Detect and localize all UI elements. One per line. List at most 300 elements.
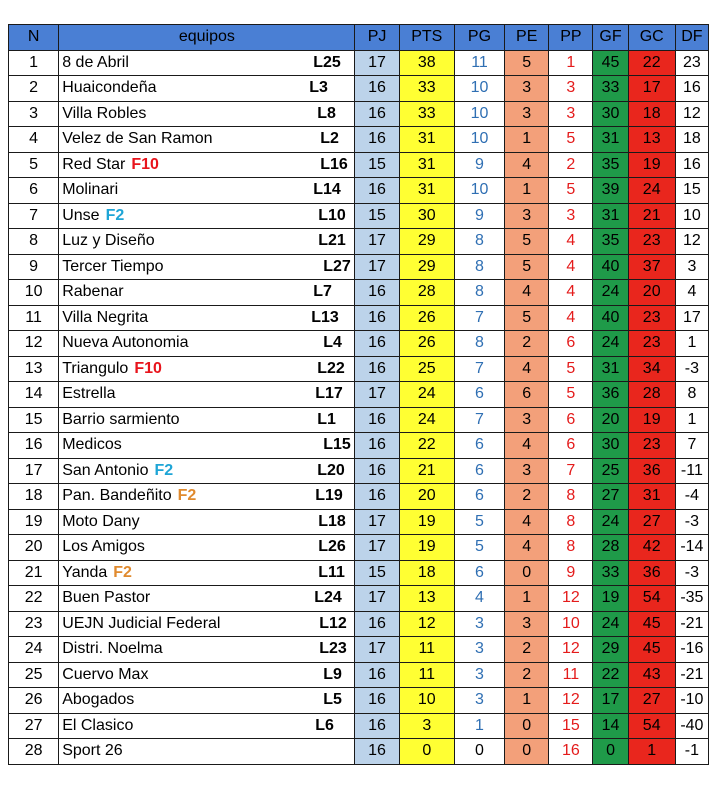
team-code: L6 xyxy=(315,716,334,734)
gc-cell: 37 xyxy=(628,254,675,280)
pj-cell: 16 xyxy=(355,127,399,153)
pe-cell: 5 xyxy=(505,50,549,76)
df-cell: 18 xyxy=(675,127,708,153)
team-code: L13 xyxy=(311,308,339,326)
pg-cell: 0 xyxy=(454,739,504,765)
table-row xyxy=(9,458,709,484)
gf-cell: 45 xyxy=(593,50,628,76)
df-cell: 1 xyxy=(675,331,708,357)
pts-cell: 24 xyxy=(399,382,454,408)
pts-cell: 25 xyxy=(399,356,454,382)
position-cell: 13 xyxy=(9,356,59,382)
pp-cell: 7 xyxy=(549,458,593,484)
pts-cell: 33 xyxy=(399,101,454,127)
pj-cell: 17 xyxy=(355,254,399,280)
gf-cell: 22 xyxy=(593,662,628,688)
position-cell: 20 xyxy=(9,535,59,561)
position-cell: 25 xyxy=(9,662,59,688)
gc-cell: 23 xyxy=(628,433,675,459)
team-name: 8 de Abril xyxy=(62,53,129,71)
team-code: L21 xyxy=(318,232,346,249)
team-name: Sport 26 xyxy=(62,742,123,760)
table-row xyxy=(9,152,709,178)
pe-cell: 1 xyxy=(505,586,549,612)
pts-cell: 26 xyxy=(399,331,454,357)
position-cell: 22 xyxy=(9,586,59,612)
pg-cell: 10 xyxy=(454,127,504,153)
table-row xyxy=(9,407,709,433)
team-cell xyxy=(59,254,355,280)
gc-cell: 23 xyxy=(628,305,675,331)
df-cell: 4 xyxy=(675,280,708,306)
pg-cell: 6 xyxy=(454,458,504,484)
pe-cell: 3 xyxy=(505,458,549,484)
gc-cell: 27 xyxy=(628,509,675,535)
pe-cell: 0 xyxy=(505,739,549,765)
pp-cell: 5 xyxy=(549,178,593,204)
team-code: L1 xyxy=(317,410,336,428)
gc-cell: 22 xyxy=(628,50,675,76)
pe-cell: 2 xyxy=(505,331,549,357)
pts-cell: 28 xyxy=(399,280,454,306)
pg-cell: 10 xyxy=(454,178,504,204)
position-cell: 18 xyxy=(9,484,59,510)
gf-cell: 0 xyxy=(593,739,628,765)
pp-cell: 12 xyxy=(549,637,593,663)
pp-cell: 16 xyxy=(549,739,593,765)
pj-cell: 16 xyxy=(355,739,399,765)
team-name: Triangulo xyxy=(62,359,129,377)
pg-cell: 1 xyxy=(454,713,504,739)
df-cell: -10 xyxy=(675,688,708,714)
df-cell: -16 xyxy=(675,637,708,663)
table-row xyxy=(9,50,709,76)
team-name: Buen Pastor xyxy=(62,589,151,607)
position-cell: 28 xyxy=(9,739,59,765)
pg-cell: 8 xyxy=(454,254,504,280)
header-row xyxy=(9,25,709,51)
gc-cell: 27 xyxy=(628,688,675,714)
pj-cell: 16 xyxy=(355,280,399,306)
position-cell: 10 xyxy=(9,280,59,306)
header-gc: GC xyxy=(628,25,675,51)
team-name: Rabenar xyxy=(62,283,124,301)
pj-cell: 17 xyxy=(355,229,399,255)
gc-cell: 23 xyxy=(628,229,675,255)
team-cell xyxy=(59,280,355,306)
df-cell: 12 xyxy=(675,101,708,127)
gf-cell: 25 xyxy=(593,458,628,484)
gc-cell: 18 xyxy=(628,101,675,127)
pp-cell: 6 xyxy=(549,331,593,357)
table-row xyxy=(9,280,709,306)
team-cell xyxy=(59,356,355,382)
pe-cell: 3 xyxy=(505,101,549,127)
pts-cell: 31 xyxy=(399,127,454,153)
pts-cell: 11 xyxy=(399,637,454,663)
pe-cell: 5 xyxy=(505,254,549,280)
team-tag: F10 xyxy=(131,155,159,173)
team-cell xyxy=(59,739,355,765)
table-row xyxy=(9,229,709,255)
gf-cell: 29 xyxy=(593,637,628,663)
team-cell xyxy=(59,611,355,637)
df-cell: -35 xyxy=(675,586,708,612)
pj-cell: 17 xyxy=(355,586,399,612)
gc-cell: 19 xyxy=(628,152,675,178)
team-name: Distri. Noelma xyxy=(62,640,163,658)
pts-cell: 31 xyxy=(399,178,454,204)
gf-cell: 40 xyxy=(593,254,628,280)
df-cell: 7 xyxy=(675,433,708,459)
team-code: L15 xyxy=(323,436,351,453)
header-n: N xyxy=(9,25,59,51)
gc-cell: 54 xyxy=(628,586,675,612)
pg-cell: 4 xyxy=(454,586,504,612)
pe-cell: 5 xyxy=(505,229,549,255)
gf-cell: 35 xyxy=(593,229,628,255)
table-row xyxy=(9,611,709,637)
pj-cell: 16 xyxy=(355,76,399,102)
gf-cell: 36 xyxy=(593,382,628,408)
pp-cell: 15 xyxy=(549,713,593,739)
gf-cell: 24 xyxy=(593,331,628,357)
pp-cell: 5 xyxy=(549,127,593,153)
pts-cell: 0 xyxy=(399,739,454,765)
pj-cell: 17 xyxy=(355,50,399,76)
df-cell: 23 xyxy=(675,50,708,76)
table-row xyxy=(9,203,709,229)
team-code: L16 xyxy=(320,155,348,173)
pg-cell: 8 xyxy=(454,331,504,357)
pg-cell: 11 xyxy=(454,50,504,76)
position-cell: 17 xyxy=(9,458,59,484)
team-tag: F2 xyxy=(177,487,197,505)
pts-cell: 21 xyxy=(399,458,454,484)
team-code: L8 xyxy=(317,104,336,122)
team-name: Luz y Diseño xyxy=(62,232,155,250)
df-cell: 10 xyxy=(675,203,708,229)
header-pe: PE xyxy=(505,25,549,51)
pp-cell: 4 xyxy=(549,280,593,306)
pe-cell: 2 xyxy=(505,484,549,510)
gc-cell: 13 xyxy=(628,127,675,153)
table-row xyxy=(9,331,709,357)
pp-cell: 2 xyxy=(549,152,593,178)
gf-cell: 33 xyxy=(593,76,628,102)
gc-cell: 45 xyxy=(628,611,675,637)
team-cell xyxy=(59,407,355,433)
df-cell: -21 xyxy=(675,662,708,688)
pg-cell: 10 xyxy=(454,101,504,127)
position-cell: 26 xyxy=(9,688,59,714)
df-cell: 17 xyxy=(675,305,708,331)
team-name: Huaicondeña xyxy=(62,79,157,97)
standings-table xyxy=(8,24,709,765)
team-code: L2 xyxy=(320,130,339,147)
pts-cell: 18 xyxy=(399,560,454,586)
team-cell xyxy=(59,229,355,255)
table-row xyxy=(9,662,709,688)
df-cell: -3 xyxy=(675,509,708,535)
pe-cell: 2 xyxy=(505,662,549,688)
team-code: L22 xyxy=(317,359,345,377)
gf-cell: 17 xyxy=(593,688,628,714)
header-team: equipos xyxy=(59,25,355,51)
team-code: L11 xyxy=(318,563,345,581)
table-row xyxy=(9,637,709,663)
table-row xyxy=(9,484,709,510)
df-cell: 16 xyxy=(675,76,708,102)
pj-cell: 16 xyxy=(355,305,399,331)
team-cell xyxy=(59,178,355,204)
pts-cell: 26 xyxy=(399,305,454,331)
gc-cell: 42 xyxy=(628,535,675,561)
pj-cell: 16 xyxy=(355,178,399,204)
pp-cell: 9 xyxy=(549,560,593,586)
gc-cell: 45 xyxy=(628,637,675,663)
df-cell: -1 xyxy=(675,739,708,765)
table-row xyxy=(9,509,709,535)
team-name: San Antonio xyxy=(62,461,149,479)
team-name: Molinari xyxy=(62,181,119,199)
pg-cell: 6 xyxy=(454,484,504,510)
pj-cell: 16 xyxy=(355,688,399,714)
df-cell: -4 xyxy=(675,484,708,510)
team-cell xyxy=(59,76,355,102)
gc-cell: 54 xyxy=(628,713,675,739)
pp-cell: 5 xyxy=(549,356,593,382)
position-cell: 9 xyxy=(9,254,59,280)
gf-cell: 28 xyxy=(593,535,628,561)
gc-cell: 19 xyxy=(628,407,675,433)
gf-cell: 33 xyxy=(593,560,628,586)
gf-cell: 20 xyxy=(593,407,628,433)
team-cell xyxy=(59,433,355,459)
gc-cell: 36 xyxy=(628,560,675,586)
team-cell xyxy=(59,586,355,612)
position-cell: 7 xyxy=(9,203,59,229)
gf-cell: 40 xyxy=(593,305,628,331)
pg-cell: 6 xyxy=(454,560,504,586)
position-cell: 21 xyxy=(9,560,59,586)
team-name: Medicos xyxy=(62,436,122,454)
table-row xyxy=(9,560,709,586)
pg-cell: 8 xyxy=(454,229,504,255)
pp-cell: 4 xyxy=(549,305,593,331)
pe-cell: 4 xyxy=(505,509,549,535)
gf-cell: 14 xyxy=(593,713,628,739)
table-row xyxy=(9,101,709,127)
team-code: L12 xyxy=(319,614,347,632)
pp-cell: 3 xyxy=(549,101,593,127)
gc-cell: 17 xyxy=(628,76,675,102)
pg-cell: 9 xyxy=(454,203,504,229)
gf-cell: 35 xyxy=(593,152,628,178)
team-code: L4 xyxy=(323,334,342,351)
header-pts: PTS xyxy=(399,25,454,51)
team-name: UEJN Judicial Federal xyxy=(62,614,221,632)
df-cell: -14 xyxy=(675,535,708,561)
team-code: L26 xyxy=(318,538,346,555)
team-code: L19 xyxy=(315,487,343,504)
pj-cell: 16 xyxy=(355,611,399,637)
pp-cell: 12 xyxy=(549,688,593,714)
position-cell: 6 xyxy=(9,178,59,204)
team-cell xyxy=(59,637,355,663)
pg-cell: 7 xyxy=(454,407,504,433)
team-code: L17 xyxy=(315,385,343,402)
pg-cell: 3 xyxy=(454,637,504,663)
pg-cell: 6 xyxy=(454,433,504,459)
pe-cell: 4 xyxy=(505,356,549,382)
pe-cell: 1 xyxy=(505,178,549,204)
pe-cell: 4 xyxy=(505,152,549,178)
gc-cell: 31 xyxy=(628,484,675,510)
gf-cell: 31 xyxy=(593,203,628,229)
pe-cell: 0 xyxy=(505,560,549,586)
gc-cell: 23 xyxy=(628,331,675,357)
pp-cell: 6 xyxy=(549,407,593,433)
df-cell: -40 xyxy=(675,713,708,739)
table-row xyxy=(9,305,709,331)
position-cell: 23 xyxy=(9,611,59,637)
header-gf: GF xyxy=(593,25,628,51)
pp-cell: 10 xyxy=(549,611,593,637)
pts-cell: 30 xyxy=(399,203,454,229)
team-cell xyxy=(59,484,355,510)
team-tag: F2 xyxy=(105,206,125,224)
pj-cell: 15 xyxy=(355,560,399,586)
pj-cell: 16 xyxy=(355,407,399,433)
gf-cell: 24 xyxy=(593,509,628,535)
pp-cell: 11 xyxy=(549,662,593,688)
team-name: Villa Robles xyxy=(62,104,147,122)
gf-cell: 39 xyxy=(593,178,628,204)
pts-cell: 29 xyxy=(399,229,454,255)
pp-cell: 5 xyxy=(549,382,593,408)
position-cell: 14 xyxy=(9,382,59,408)
team-code: L20 xyxy=(317,461,345,479)
pj-cell: 17 xyxy=(355,535,399,561)
team-code: L27 xyxy=(323,257,351,275)
df-cell: 3 xyxy=(675,254,708,280)
team-name: Nueva Autonomia xyxy=(62,334,189,352)
pts-cell: 38 xyxy=(399,50,454,76)
gf-cell: 30 xyxy=(593,433,628,459)
pe-cell: 6 xyxy=(505,382,549,408)
pg-cell: 6 xyxy=(454,382,504,408)
table-row xyxy=(9,254,709,280)
pp-cell: 4 xyxy=(549,229,593,255)
table-row xyxy=(9,382,709,408)
pe-cell: 1 xyxy=(505,127,549,153)
pe-cell: 4 xyxy=(505,535,549,561)
gc-cell: 43 xyxy=(628,662,675,688)
pe-cell: 3 xyxy=(505,611,549,637)
position-cell: 4 xyxy=(9,127,59,153)
gc-cell: 21 xyxy=(628,203,675,229)
position-cell: 2 xyxy=(9,76,59,102)
team-name: Yanda xyxy=(62,563,108,581)
pp-cell: 12 xyxy=(549,586,593,612)
pts-cell: 20 xyxy=(399,484,454,510)
team-cell xyxy=(59,560,355,586)
team-code: L25 xyxy=(313,53,341,71)
pg-cell: 3 xyxy=(454,688,504,714)
team-code: L10 xyxy=(318,206,346,224)
gf-cell: 31 xyxy=(593,127,628,153)
team-code: L18 xyxy=(318,512,346,530)
pe-cell: 4 xyxy=(505,280,549,306)
team-code: L7 xyxy=(313,283,332,300)
gf-cell: 30 xyxy=(593,101,628,127)
gc-cell: 28 xyxy=(628,382,675,408)
gf-cell: 31 xyxy=(593,356,628,382)
pe-cell: 3 xyxy=(505,407,549,433)
pp-cell: 8 xyxy=(549,509,593,535)
gc-cell: 36 xyxy=(628,458,675,484)
df-cell: -3 xyxy=(675,560,708,586)
team-cell xyxy=(59,713,355,739)
table-row xyxy=(9,433,709,459)
pts-cell: 19 xyxy=(399,535,454,561)
position-cell: 15 xyxy=(9,407,59,433)
df-cell: 16 xyxy=(675,152,708,178)
team-name: Abogados xyxy=(62,691,135,709)
pg-cell: 7 xyxy=(454,356,504,382)
team-name: Red Star xyxy=(62,155,126,173)
team-tag: F10 xyxy=(134,359,162,377)
pg-cell: 3 xyxy=(454,662,504,688)
team-code: L3 xyxy=(309,79,328,96)
team-name: Estrella xyxy=(62,385,116,403)
pp-cell: 3 xyxy=(549,203,593,229)
pe-cell: 1 xyxy=(505,688,549,714)
team-cell xyxy=(59,662,355,688)
gc-cell: 20 xyxy=(628,280,675,306)
table-row xyxy=(9,713,709,739)
team-cell xyxy=(59,152,355,178)
gf-cell: 24 xyxy=(593,280,628,306)
pg-cell: 5 xyxy=(454,535,504,561)
pj-cell: 16 xyxy=(355,101,399,127)
team-cell xyxy=(59,458,355,484)
pj-cell: 17 xyxy=(355,637,399,663)
pts-cell: 12 xyxy=(399,611,454,637)
position-cell: 12 xyxy=(9,331,59,357)
pj-cell: 16 xyxy=(355,356,399,382)
df-cell: 8 xyxy=(675,382,708,408)
pj-cell: 17 xyxy=(355,509,399,535)
team-cell xyxy=(59,509,355,535)
pj-cell: 16 xyxy=(355,713,399,739)
pg-cell: 10 xyxy=(454,76,504,102)
pts-cell: 22 xyxy=(399,433,454,459)
pe-cell: 2 xyxy=(505,637,549,663)
df-cell: -3 xyxy=(675,356,708,382)
gf-cell: 24 xyxy=(593,611,628,637)
team-name: Barrio sarmiento xyxy=(62,410,180,428)
pj-cell: 16 xyxy=(355,662,399,688)
pts-cell: 10 xyxy=(399,688,454,714)
table-row xyxy=(9,535,709,561)
pts-cell: 11 xyxy=(399,662,454,688)
df-cell: -11 xyxy=(675,458,708,484)
pp-cell: 8 xyxy=(549,484,593,510)
pp-cell: 3 xyxy=(549,76,593,102)
pj-cell: 17 xyxy=(355,382,399,408)
